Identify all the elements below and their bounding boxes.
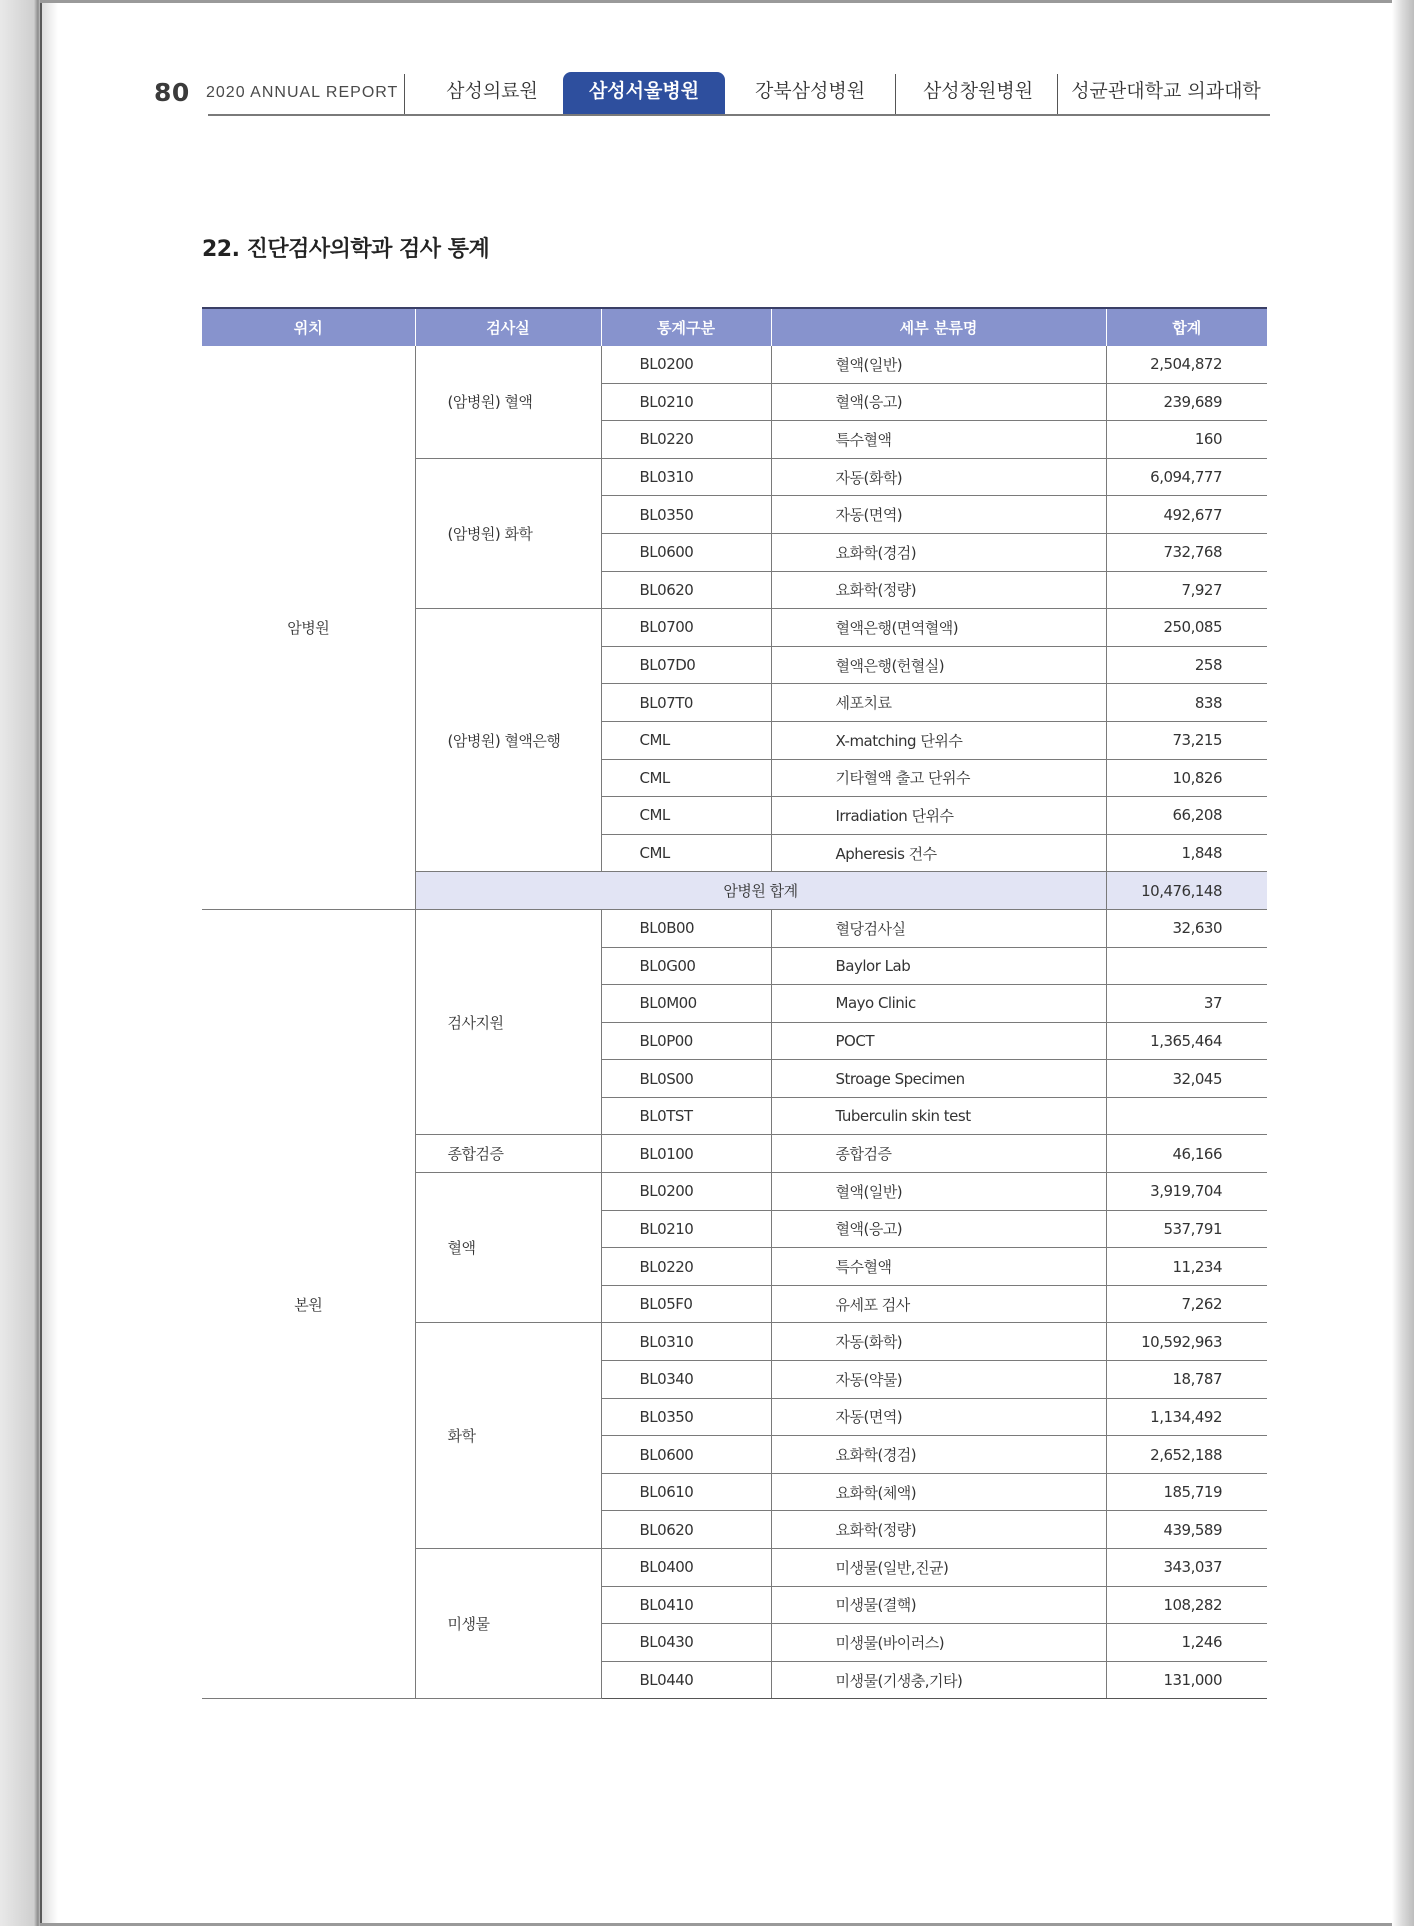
stat-code-cell: BL0200 [601,346,771,383]
lab-cell: 검사지원 [415,909,601,1135]
header-location: 위치 [202,308,415,346]
stat-code-cell: BL0210 [601,1210,771,1248]
category-cell: Apheresis 건수 [771,834,1106,872]
stat-code-cell: BL0410 [601,1586,771,1624]
category-cell: 특수혈액 [771,421,1106,459]
stat-code-cell: BL0620 [601,1511,771,1549]
category-cell: 혈액은행(면역혈액) [771,609,1106,647]
tab-separator [895,74,896,114]
category-cell: POCT [771,1022,1106,1060]
stat-code-cell: BL0B00 [601,909,771,947]
category-cell: 혈당검사실 [771,909,1106,947]
location-cell: 본원 [202,909,415,1698]
stat-code-cell: BL0P00 [601,1022,771,1060]
category-cell: Stroage Specimen [771,1060,1106,1098]
category-cell: 요화학(경검) [771,1436,1106,1474]
stat-code-cell: BL0430 [601,1624,771,1662]
total-cell: 492,677 [1106,496,1267,534]
stat-code-cell: BL0350 [601,1398,771,1436]
total-cell: 2,504,872 [1106,346,1267,383]
stat-code-cell: BL0100 [601,1135,771,1173]
total-cell: 1,848 [1106,834,1267,872]
stat-code-cell: BL07T0 [601,684,771,722]
category-cell: Irradiation 단위수 [771,797,1106,835]
total-cell: 537,791 [1106,1210,1267,1248]
page-header [150,70,1272,116]
lab-cell: 미생물 [415,1549,601,1699]
category-cell: 종합검증 [771,1135,1106,1173]
total-cell: 10,826 [1106,759,1267,797]
stat-code-cell: BL0210 [601,383,771,421]
tab-sungkyunkwan-medical-school[interactable]: 성균관대학교 의과대학 [1071,80,1261,102]
stat-code-cell: BL05F0 [601,1285,771,1323]
total-cell: 343,037 [1106,1549,1267,1587]
total-cell: 1,134,492 [1106,1398,1267,1436]
table-row [202,346,1267,383]
total-cell: 32,630 [1106,909,1267,947]
stat-code-cell: BL0TST [601,1097,771,1135]
page-binding-edge [0,0,58,1926]
section-title: 22. 진단검사의학과 검사 통계 [202,237,490,262]
category-cell: 혈액은행(헌혈실) [771,646,1106,684]
stat-code-cell: BL0620 [601,571,771,609]
tab-kangbuk-samsung-hospital[interactable]: 강북삼성병원 [754,80,866,102]
lab-cell: 혈액 [415,1173,601,1323]
category-cell: Mayo Clinic [771,985,1106,1023]
total-cell [1106,1097,1267,1135]
tab-separator [1057,74,1058,114]
stat-code-cell: CML [601,834,771,872]
stat-code-cell: BL0610 [601,1473,771,1511]
subtotal-value: 10,476,148 [1106,872,1267,910]
total-cell: 258 [1106,646,1267,684]
stat-code-cell: BL0220 [601,1248,771,1286]
category-cell: 자동(화학) [771,1323,1106,1361]
total-cell: 732,768 [1106,533,1267,571]
category-cell: 자동(화학) [771,458,1106,496]
category-cell: 혈액(일반) [771,346,1106,383]
header-lab: 검사실 [415,308,601,346]
category-cell: 세포치료 [771,684,1106,722]
total-cell: 439,589 [1106,1511,1267,1549]
stat-code-cell: BL0220 [601,421,771,459]
stat-code-cell: BL0400 [601,1549,771,1587]
stat-code-cell: CML [601,797,771,835]
total-cell: 1,365,464 [1106,1022,1267,1060]
table-body [202,346,1267,1699]
lab-cell: 종합검증 [415,1135,601,1173]
category-cell: X-matching 단위수 [771,721,1106,759]
total-cell: 18,787 [1106,1361,1267,1399]
subtotal-label: 암병원 합계 [415,872,1106,910]
category-cell: 자동(면역) [771,496,1106,534]
lab-cell: (암병원) 화학 [415,458,601,608]
lab-cell: (암병원) 혈액 [415,346,601,458]
total-cell: 6,094,777 [1106,458,1267,496]
lab-statistics-table [202,307,1267,1699]
total-cell: 11,234 [1106,1248,1267,1286]
location-cell: 암병원 [202,346,415,909]
total-cell: 73,215 [1106,721,1267,759]
tab-samsung-seoul-hospital[interactable]: 삼성서울병원 [563,72,725,114]
category-cell: 자동(면역) [771,1398,1106,1436]
category-cell: 미생물(바이러스) [771,1624,1106,1662]
category-cell: 기타혈액 출고 단위수 [771,759,1106,797]
category-cell: Tuberculin skin test [771,1097,1106,1135]
total-cell: 185,719 [1106,1473,1267,1511]
stat-code-cell: BL0310 [601,1323,771,1361]
category-cell: 미생물(기생충,기타) [771,1661,1106,1699]
category-cell: 특수혈액 [771,1248,1106,1286]
stat-code-cell: CML [601,721,771,759]
lab-cell: 화학 [415,1323,601,1549]
total-cell: 1,246 [1106,1624,1267,1662]
stat-code-cell: CML [601,759,771,797]
stat-code-cell: BL07D0 [601,646,771,684]
tab-samsung-changwon-hospital[interactable]: 삼성창원병원 [922,80,1034,102]
tab-separator [404,74,405,114]
header-stat-code: 통계구분 [601,308,771,346]
total-cell: 838 [1106,684,1267,722]
stat-code-cell: BL0440 [601,1661,771,1699]
total-cell: 131,000 [1106,1661,1267,1699]
total-cell: 66,208 [1106,797,1267,835]
stat-code-cell: BL0200 [601,1173,771,1211]
page-top-edge [40,0,1392,3]
stat-code-cell: BL0S00 [601,1060,771,1098]
header-rule [208,114,1270,116]
category-cell: 혈액(일반) [771,1173,1106,1211]
category-cell: 자동(약물) [771,1361,1106,1399]
category-cell: 미생물(일반,진균) [771,1549,1106,1587]
category-cell: Baylor Lab [771,947,1106,985]
category-cell: 미생물(결핵) [771,1586,1106,1624]
category-cell: 혈액(응고) [771,1210,1106,1248]
total-cell: 7,262 [1106,1285,1267,1323]
total-cell: 239,689 [1106,383,1267,421]
header-total: 합계 [1106,308,1267,346]
stat-code-cell: BL0600 [601,1436,771,1474]
header-category: 세부 분류명 [771,308,1106,346]
tab-samsung-medical-center[interactable]: 삼성의료원 [446,80,538,102]
stat-code-cell: BL0G00 [601,947,771,985]
stat-code-cell: BL0600 [601,533,771,571]
category-cell: 혈액(응고) [771,383,1106,421]
total-cell: 108,282 [1106,1586,1267,1624]
total-cell: 250,085 [1106,609,1267,647]
stat-code-cell: BL0M00 [601,985,771,1023]
category-cell: 유세포 검사 [771,1285,1106,1323]
category-cell: 요화학(정량) [771,1511,1106,1549]
table-header-row [202,308,1267,346]
stat-code-cell: BL0310 [601,458,771,496]
total-cell: 46,166 [1106,1135,1267,1173]
stat-code-cell: BL0350 [601,496,771,534]
total-cell: 7,927 [1106,571,1267,609]
stat-code-cell: BL0340 [601,1361,771,1399]
total-cell: 160 [1106,421,1267,459]
lab-cell: (암병원) 혈액은행 [415,609,601,872]
category-cell: 요화학(정량) [771,571,1106,609]
total-cell: 37 [1106,985,1267,1023]
table-row [202,909,1267,947]
total-cell: 2,652,188 [1106,1436,1267,1474]
total-cell [1106,947,1267,985]
stat-code-cell: BL0700 [601,609,771,647]
total-cell: 10,592,963 [1106,1323,1267,1361]
category-cell: 요화학(체액) [771,1473,1106,1511]
total-cell: 3,919,704 [1106,1173,1267,1211]
category-cell: 요화학(경검) [771,533,1106,571]
page-right-edge [1392,0,1414,1926]
report-title: 2020 ANNUAL REPORT [206,84,399,101]
total-cell: 32,045 [1106,1060,1267,1098]
page-number: 80 [154,78,190,107]
